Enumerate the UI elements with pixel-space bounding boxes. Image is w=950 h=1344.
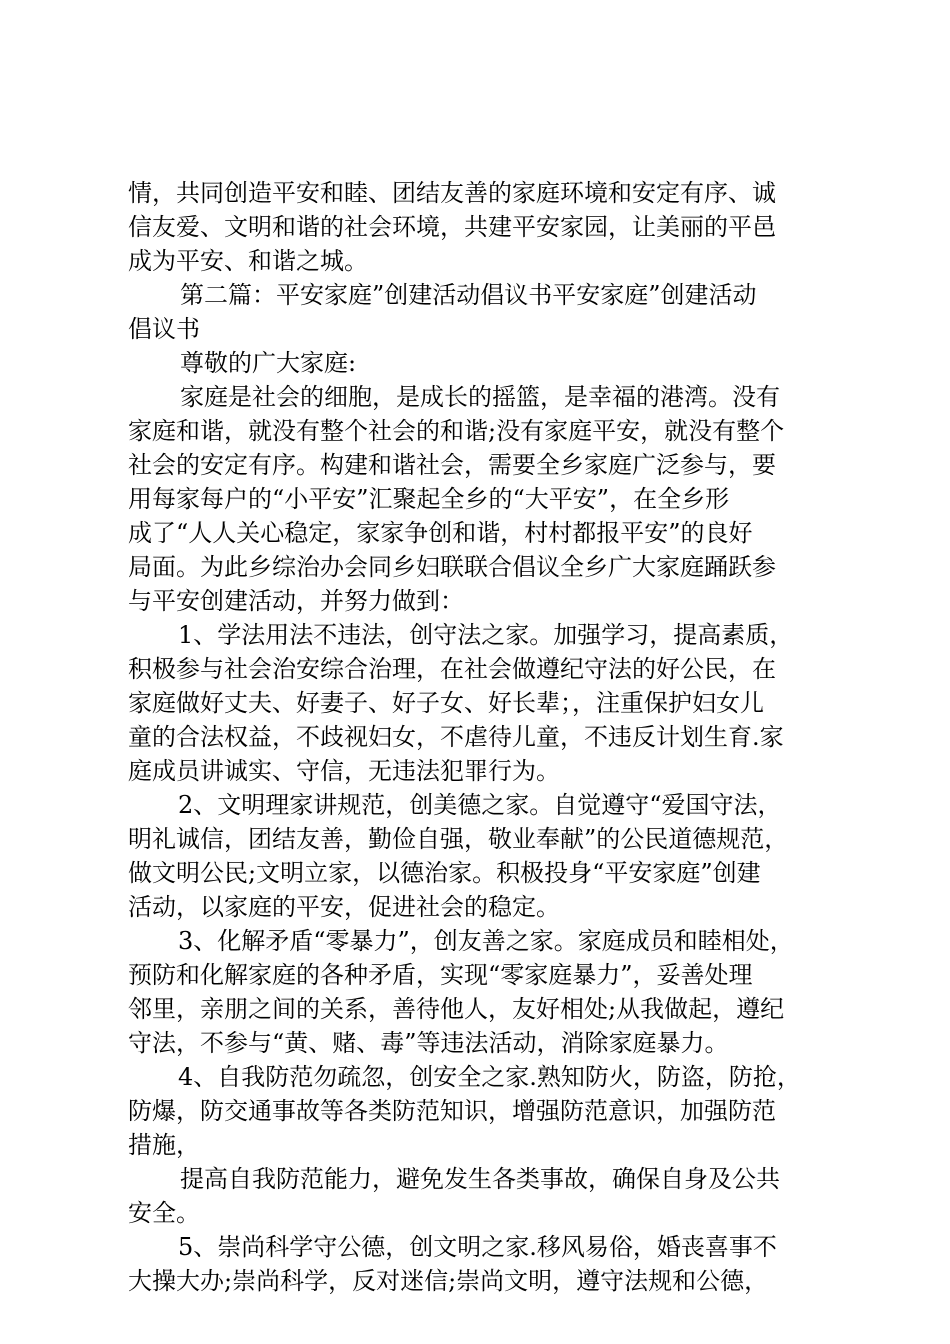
text-line: 成为平安、和谐之城。 xyxy=(128,247,368,275)
text-line: 家庭和谐，就没有整个社会的和谐;没有家庭平安，就没有整个 xyxy=(128,417,785,445)
text-line: 家庭做好丈夫、好妻子、好子女、好长辈；，注重保护妇女儿 xyxy=(128,689,764,717)
text-line: 5、崇尚科学守公德，创文明之家.移风易俗，婚丧喜事不 xyxy=(178,1233,777,1261)
text-line: 提高自我防范能力，避免发生各类事故，确保自身及公共 xyxy=(180,1165,780,1193)
text-line: 用每家每户的“小平安”汇聚起全乡的“大平安”，在全乡形 xyxy=(128,485,730,513)
text-line: 童的合法权益，不歧视妇女，不虐待儿童，不违反计划生育.家 xyxy=(128,723,784,751)
text-line: 明礼诚信，团结友善，勤俭自强，敬业奉献”的公民道德规范， xyxy=(128,825,789,853)
text-line: 庭成员讲诚实、守信，无违法犯罪行为。 xyxy=(128,757,560,785)
text-line: 尊敬的广大家庭: xyxy=(180,349,357,377)
text-line: 3、化解矛盾“零暴力”，创友善之家。家庭成员和睦相处， xyxy=(178,927,794,955)
text-line: 2、文明理家讲规范，创美德之家。自觉遵守“爱国守法， xyxy=(178,791,782,819)
text-line: 积极参与社会治安综合治理，在社会做遵纪守法的好公民，在 xyxy=(128,655,776,683)
text-line: 社会的安定有序。构建和谐社会，需要全乡家庭广泛参与，要 xyxy=(128,451,776,479)
text-line: 家庭是社会的细胞，是成长的摇篮，是幸福的港湾。没有 xyxy=(180,383,780,411)
text-line: 4、自我防范勿疏忽，创安全之家.熟知防火，防盗，防抢， xyxy=(178,1063,801,1091)
text-line: 倡议书 xyxy=(128,315,200,343)
text-line: 1、学法用法不违法，创守法之家。加强学习，提高素质， xyxy=(178,621,794,649)
text-line: 预防和化解家庭的各种矛盾，实现“零家庭暴力”，妥善处理 xyxy=(128,961,753,989)
text-line: 活动，以家庭的平安，促进社会的稳定。 xyxy=(128,893,560,921)
text-line: 防爆，防交通事故等各类防范知识，增强防范意识，加强防范 xyxy=(128,1097,776,1125)
text-line: 措施， xyxy=(128,1131,200,1159)
text-line: 成了“人人关心稳定，家家争创和谐，村村都报平安”的良好 xyxy=(128,519,753,547)
text-line: 安全。 xyxy=(128,1199,200,1227)
text-line: 第二篇：平安家庭”创建活动倡议书平安家庭”创建活动 xyxy=(180,281,757,309)
text-line: 大操大办;崇尚科学，反对迷信;崇尚文明，遵守法规和公德， xyxy=(128,1267,769,1295)
document-body xyxy=(128,176,828,1298)
text-line: 守法，不参与“黄、赌、毒”等违法活动，消除家庭暴力。 xyxy=(128,1029,729,1057)
text-line: 做文明公民;文明立家，以德治家。积极投身“平安家庭”创建 xyxy=(128,859,761,887)
text-line: 信友爱、文明和谐的社会环境，共建平安家园，让美丽的平邑 xyxy=(128,213,776,241)
text-line: 与平安创建活动，并努力做到： xyxy=(128,587,464,615)
text-line: 邻里，亲朋之间的关系，善待他人，友好相处;从我做起，遵纪 xyxy=(128,995,785,1023)
text-line: 局面。为此乡综治办会同乡妇联联合倡议全乡广大家庭踊跃参 xyxy=(128,553,776,581)
text-line: 情，共同创造平安和睦、团结友善的家庭环境和安定有序、诚 xyxy=(128,179,776,207)
